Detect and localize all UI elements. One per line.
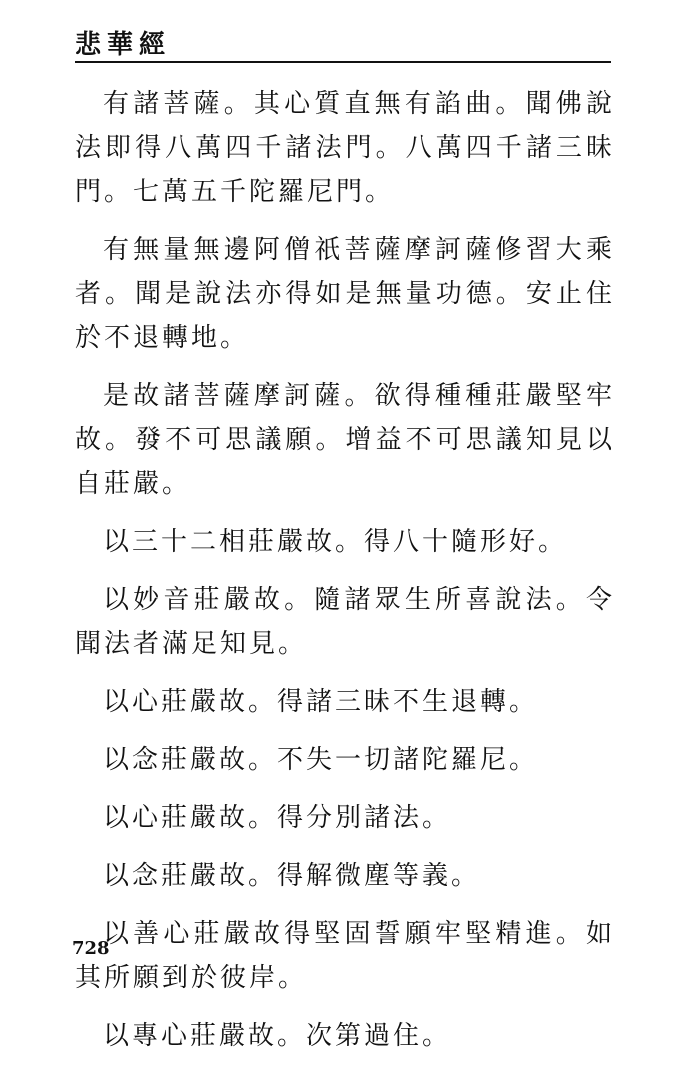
paragraph: 以念莊嚴故。得解微塵等義。	[103, 861, 481, 891]
paragraph: 以心莊嚴故。得諸三昧不生退轉。	[103, 687, 539, 717]
header-rule	[75, 61, 611, 63]
paragraph: 有諸菩薩。其心質直無有諂曲。聞佛說法即得八萬四千諸法門。八萬四千諸三昧門。七萬五千陀羅尼門。	[75, 89, 615, 207]
paragraph: 以心莊嚴故。得分別諸法。	[103, 803, 452, 833]
paragraph: 以三十二相莊嚴故。得八十隨形好。	[103, 527, 568, 557]
running-title: 悲華經	[75, 30, 172, 60]
paragraph: 以念莊嚴故。不失一切諸陀羅尼。	[103, 745, 539, 775]
body-text	[75, 82, 615, 1072]
page-number: 728	[72, 938, 110, 959]
paragraph: 以專心莊嚴故。次第過住。	[103, 1021, 452, 1051]
paragraph: 以妙音莊嚴故。隨諸眾生所喜說法。令聞法者滿足知見。	[75, 585, 615, 659]
paragraph: 以善心莊嚴故得堅固誓願牢堅精進。如其所願到於彼岸。	[75, 919, 615, 993]
paragraph: 是故諸菩薩摩訶薩。欲得種種莊嚴堅牢故。發不可思議願。增益不可思議知見以自莊嚴。	[75, 381, 615, 499]
paragraph: 有無量無邊阿僧祇菩薩摩訶薩修習大乘者。聞是說法亦得如是無量功德。安止住於不退轉地。	[75, 235, 615, 353]
